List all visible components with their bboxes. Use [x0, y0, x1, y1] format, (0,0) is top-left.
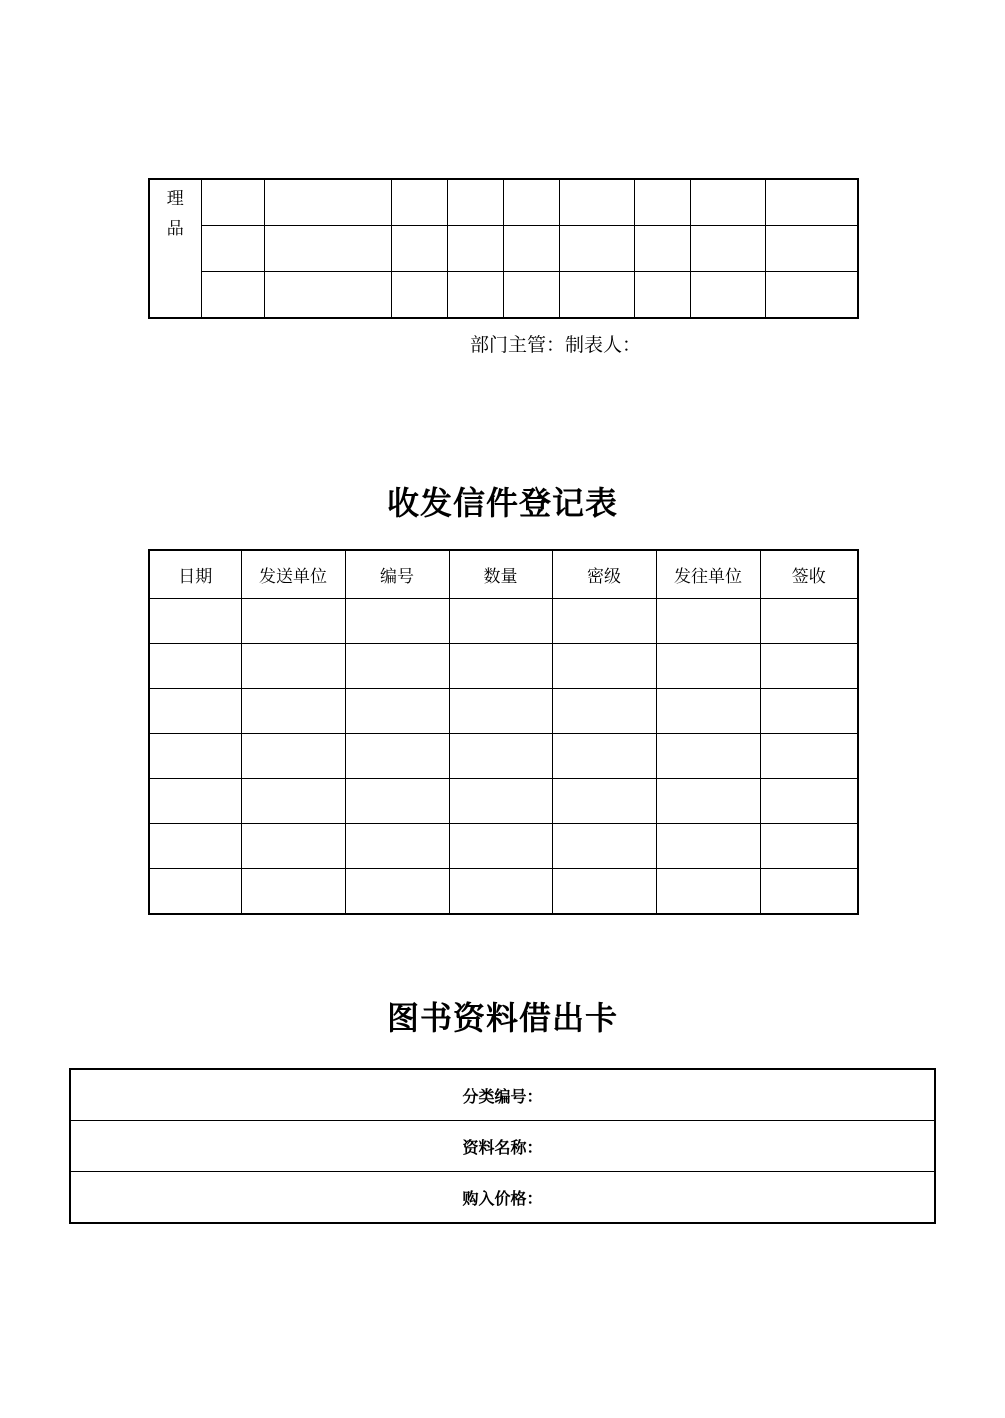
table-cell[interactable] [345, 779, 449, 824]
table-row [149, 824, 858, 869]
table-cell[interactable] [656, 824, 760, 869]
table-cell[interactable] [760, 599, 858, 644]
signature-line: 部门主管：制表人： [470, 334, 642, 356]
table-cell[interactable] [345, 644, 449, 689]
letters-register-table [148, 549, 859, 915]
table-cell[interactable] [449, 734, 552, 779]
table-cell[interactable] [552, 689, 656, 734]
table-cell[interactable] [552, 824, 656, 869]
table-cell[interactable] [345, 689, 449, 734]
table-cell[interactable] [149, 689, 241, 734]
table-row [149, 869, 858, 915]
table-cell[interactable] [656, 869, 760, 915]
table-cell[interactable] [552, 734, 656, 779]
table-cell[interactable] [345, 599, 449, 644]
table-cell[interactable] [149, 734, 241, 779]
table-cell[interactable] [449, 689, 552, 734]
table-cell[interactable] [447, 226, 503, 272]
column-header-quantity: 数量 [449, 550, 552, 599]
label-char: 理 [166, 189, 184, 209]
borrow-card-title: 图书资料借出卡 [386, 999, 618, 1037]
column-header-number: 编号 [345, 550, 449, 599]
table-cell[interactable] [391, 179, 447, 226]
table-cell[interactable] [760, 734, 858, 779]
table-row [149, 179, 858, 226]
table-row [149, 599, 858, 644]
table-cell[interactable] [552, 779, 656, 824]
header-row [149, 550, 858, 599]
table-cell[interactable] [149, 644, 241, 689]
table-cell[interactable] [449, 869, 552, 915]
document-name-field[interactable]: 资料名称： [70, 1121, 935, 1172]
table-cell[interactable] [241, 644, 345, 689]
column-header-secrecy: 密级 [552, 550, 656, 599]
borrow-card-table [69, 1068, 936, 1224]
table-row [149, 226, 858, 272]
table-cell[interactable] [690, 226, 765, 272]
table-cell[interactable] [503, 272, 559, 319]
table-cell[interactable] [241, 734, 345, 779]
table-cell[interactable] [690, 272, 765, 319]
table-row [70, 1172, 935, 1224]
table-cell[interactable] [760, 869, 858, 915]
table-cell[interactable] [760, 779, 858, 824]
label-char: 品 [166, 219, 184, 239]
inventory-table-fragment [148, 178, 859, 319]
table-cell[interactable] [264, 226, 391, 272]
table-cell[interactable] [656, 599, 760, 644]
table-cell[interactable] [634, 226, 690, 272]
table-cell[interactable] [149, 869, 241, 915]
table-cell[interactable] [241, 824, 345, 869]
table-cell[interactable] [559, 272, 634, 319]
table-cell[interactable] [241, 599, 345, 644]
table-cell[interactable] [690, 179, 765, 226]
table-cell[interactable] [552, 869, 656, 915]
column-header-destination: 发往单位 [656, 550, 760, 599]
table-cell[interactable] [345, 824, 449, 869]
table-cell[interactable] [656, 644, 760, 689]
table-cell[interactable] [449, 779, 552, 824]
row-group-label [149, 179, 201, 318]
table-cell[interactable] [241, 689, 345, 734]
table-cell[interactable] [559, 179, 634, 226]
table-cell[interactable] [345, 869, 449, 915]
table-cell[interactable] [765, 272, 858, 319]
table-cell[interactable] [149, 599, 241, 644]
table-cell[interactable] [264, 179, 391, 226]
column-header-date: 日期 [149, 550, 241, 599]
table-row [149, 644, 858, 689]
table-cell[interactable] [149, 779, 241, 824]
table-cell[interactable] [552, 644, 656, 689]
table-cell[interactable] [760, 644, 858, 689]
table-cell[interactable] [503, 179, 559, 226]
table-cell[interactable] [634, 272, 690, 319]
table-cell[interactable] [241, 869, 345, 915]
table-row [149, 689, 858, 734]
table-cell[interactable] [449, 644, 552, 689]
table-cell[interactable] [503, 226, 559, 272]
table-cell[interactable] [656, 779, 760, 824]
table-cell[interactable] [447, 179, 503, 226]
table-cell[interactable] [656, 734, 760, 779]
table-cell[interactable] [449, 599, 552, 644]
table-cell[interactable] [201, 272, 264, 319]
table-row [149, 734, 858, 779]
table-cell[interactable] [765, 179, 858, 226]
table-cell[interactable] [241, 779, 345, 824]
table-cell[interactable] [760, 824, 858, 869]
table-cell[interactable] [391, 272, 447, 319]
table-cell[interactable] [449, 824, 552, 869]
table-cell[interactable] [447, 272, 503, 319]
table-cell[interactable] [201, 179, 264, 226]
table-row [70, 1121, 935, 1172]
table-row [149, 779, 858, 824]
table-cell[interactable] [201, 226, 264, 272]
purchase-price-field[interactable]: 购入价格： [70, 1172, 935, 1224]
letters-register-body [149, 599, 858, 915]
table-cell[interactable] [760, 689, 858, 734]
column-header-sender: 发送单位 [241, 550, 345, 599]
table-cell[interactable] [391, 226, 447, 272]
table-cell[interactable] [634, 179, 690, 226]
table-cell[interactable] [264, 272, 391, 319]
table-cell[interactable] [345, 734, 449, 779]
letters-register-title: 收发信件登记表 [386, 484, 618, 522]
table-row [149, 272, 858, 319]
table-cell[interactable] [656, 689, 760, 734]
table-cell[interactable] [552, 599, 656, 644]
table-cell[interactable] [559, 226, 634, 272]
column-header-signature: 签收 [760, 550, 858, 599]
table-cell[interactable] [765, 226, 858, 272]
table-row [70, 1069, 935, 1121]
table-cell[interactable] [149, 824, 241, 869]
classification-number-field[interactable]: 分类编号： [70, 1069, 935, 1121]
